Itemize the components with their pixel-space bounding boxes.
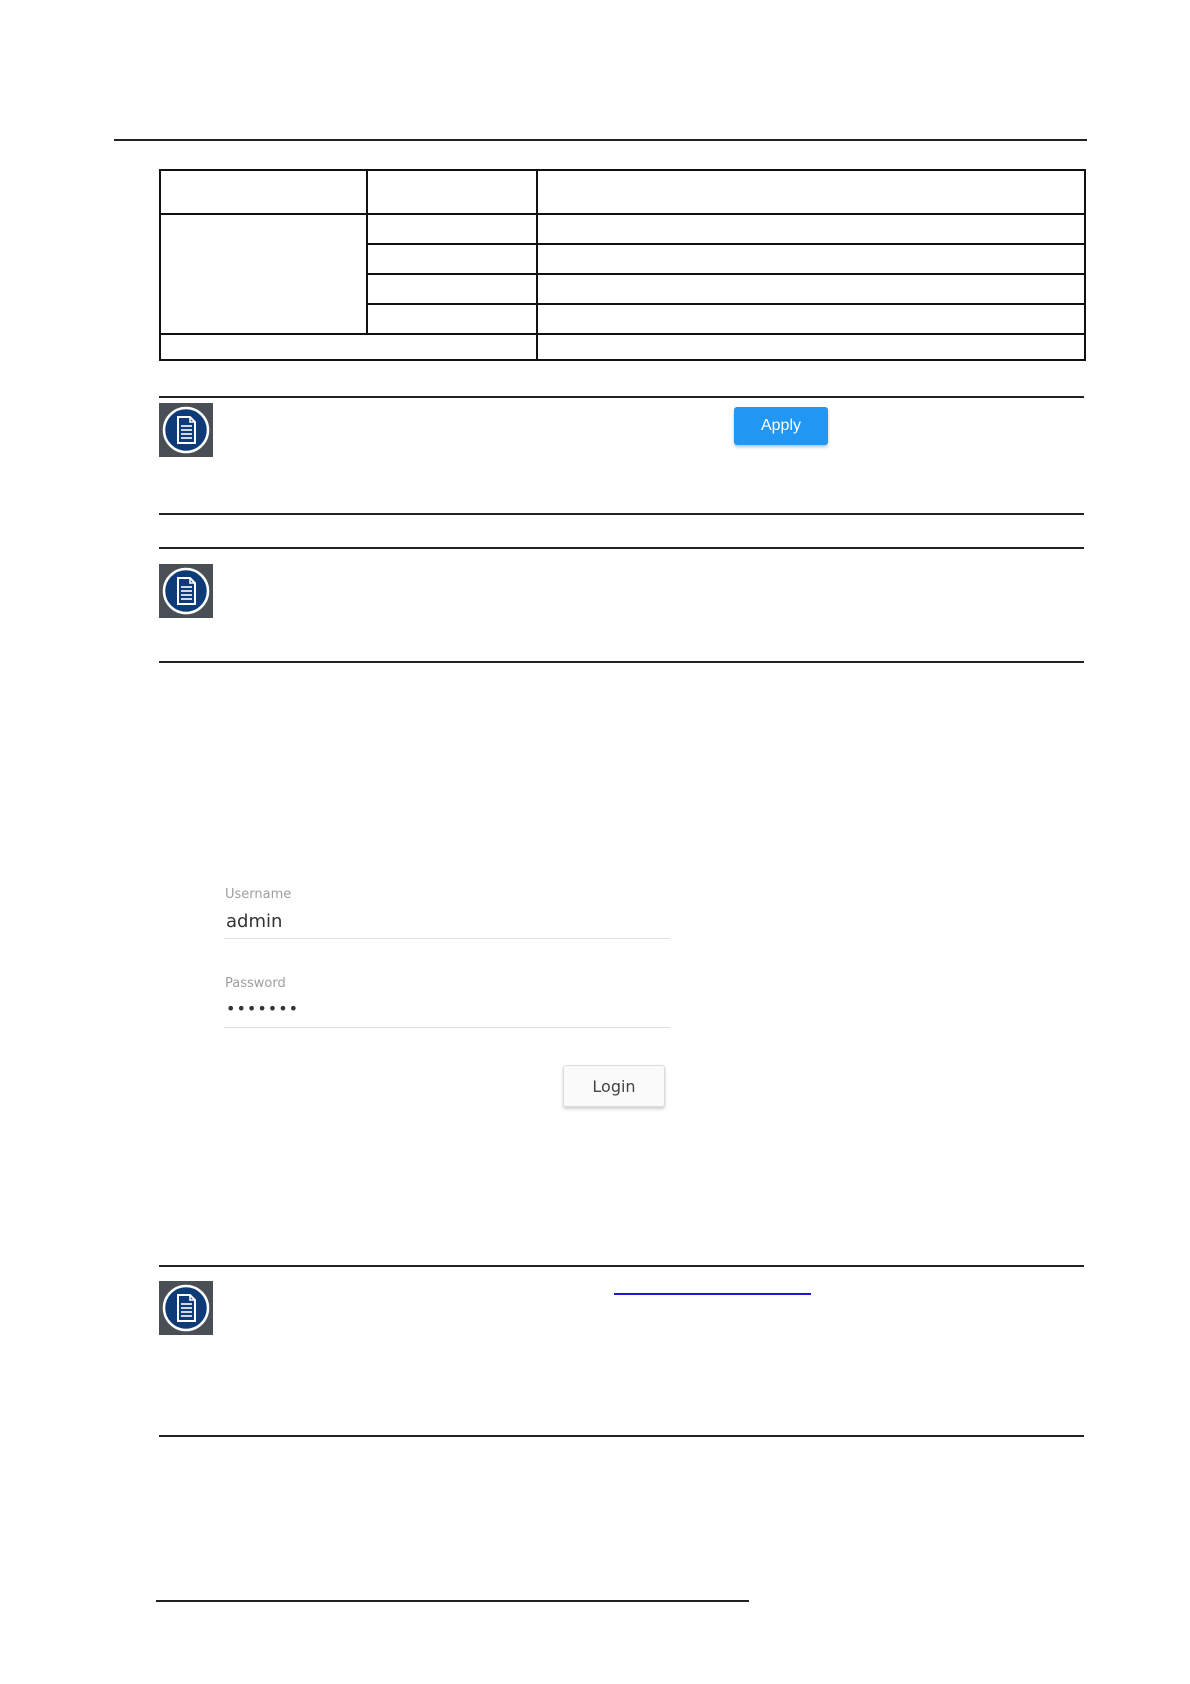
table-header-row (160, 170, 1085, 214)
note-top-rule (159, 547, 1084, 549)
note-icon (159, 1281, 213, 1335)
table-footer-row (160, 334, 1085, 360)
table-cell (367, 304, 537, 334)
table-cell (537, 244, 1085, 274)
login-button[interactable]: Login (563, 1065, 665, 1107)
password-underline (224, 1027, 670, 1028)
table-row (160, 214, 1085, 244)
note-icon (159, 403, 213, 457)
table-cell (367, 274, 537, 304)
table-header-cell (537, 170, 1085, 214)
note-top-rule (159, 1265, 1084, 1267)
table-cell (367, 214, 537, 244)
document-icon (162, 567, 210, 615)
table-cell (537, 304, 1085, 334)
header-rule (114, 139, 1087, 141)
note-bottom-rule (159, 513, 1084, 515)
table-group-cell (160, 214, 367, 334)
settings-table (159, 169, 1086, 361)
username-underline (224, 938, 670, 939)
username-input[interactable]: admin (226, 911, 283, 932)
username-label: Username (225, 887, 292, 902)
hyperlink-underline[interactable] (614, 1293, 811, 1295)
table-header-cell (367, 170, 537, 214)
footer-rule (156, 1600, 749, 1602)
note-top-rule (159, 396, 1084, 398)
note-bottom-rule (159, 1435, 1084, 1437)
document-icon (162, 1284, 210, 1332)
table-header-cell (160, 170, 367, 214)
document-icon (162, 406, 210, 454)
table-cell (537, 334, 1085, 360)
note-bottom-rule (159, 661, 1084, 663)
table-cell (367, 244, 537, 274)
table-cell (160, 334, 537, 360)
table-cell (537, 214, 1085, 244)
password-input[interactable]: ••••••• (226, 999, 300, 1018)
table-cell (537, 274, 1085, 304)
note-icon (159, 564, 213, 618)
password-label: Password (225, 976, 286, 991)
apply-button[interactable]: Apply (734, 407, 828, 445)
